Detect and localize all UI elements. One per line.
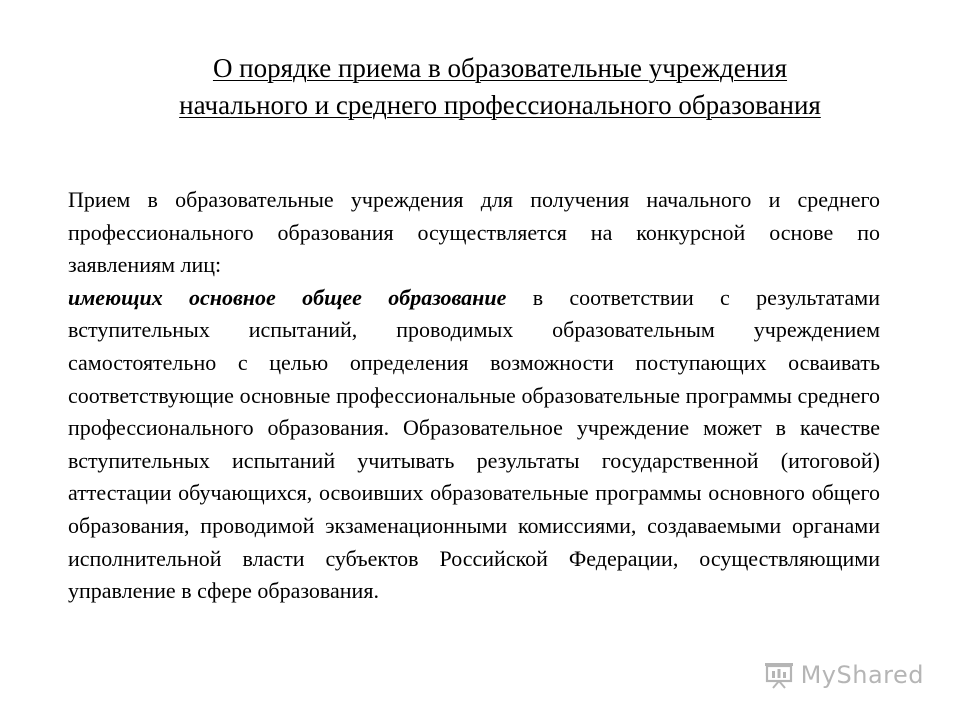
myshared-watermark (763, 660, 924, 690)
projector-screen-icon (763, 660, 795, 690)
paragraph-main-text: в соответствии с результатами вступительных испытаний, проводимых образовательным учреждением самостоятельно с целью определения возможности поступающих осваивать соответствующие основные профессиональные образовательные программы среднего профессионального образования. Образовательное учреждение может в качестве вступительных испытаний учитывать результаты государственной (итоговой) аттестации обучающихся, освоивших образовательные программы основного общего образования, проводимой экзаменационными комиссиями, создаваемыми органами исполнительной власти субъектов Российской Федерации, осуществляющими управление в сфере образования. (68, 284, 880, 604)
emphasis-text: имеющих основное общее образование (68, 284, 507, 310)
paragraph-main (68, 282, 880, 608)
slide-title (110, 50, 890, 124)
paragraph-intro: Прием в образовательные учреждения для получения начального и среднего профессионального образования осуществляется на конкурсной основе по заявлениям лиц: (68, 187, 880, 278)
watermark-text: MyShared (800, 661, 924, 689)
title-line-2: начального и среднего профессионального образования (179, 90, 821, 120)
slide-body (68, 184, 880, 608)
title-line-1: О порядке приема в образовательные учреждения (212, 53, 788, 83)
